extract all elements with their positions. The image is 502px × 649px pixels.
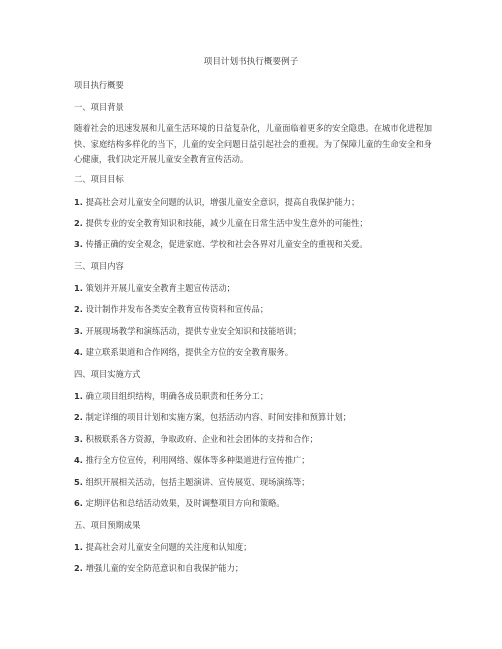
overview-heading: 项目执行概要 bbox=[74, 80, 124, 90]
list-number: 3. bbox=[74, 326, 83, 336]
list-number: 6. bbox=[74, 498, 83, 508]
content-item bbox=[74, 346, 293, 358]
list-text: 提供专业的安全教育知识和技能，减少儿童在日常生活中发生意外的可能性； bbox=[85, 218, 368, 228]
list-number: 2. bbox=[74, 304, 83, 314]
list-number: 5. bbox=[74, 477, 83, 487]
content-item bbox=[74, 282, 235, 294]
list-number: 2. bbox=[74, 563, 83, 573]
section-heading-content: 三、项目内容 bbox=[74, 261, 124, 271]
list-number: 1. bbox=[74, 391, 83, 401]
list-text: 定期评估和总结活动效果，及时调整项目方向和策略。 bbox=[85, 498, 285, 508]
goal-item bbox=[74, 217, 368, 229]
content-item bbox=[74, 303, 268, 315]
content-item bbox=[74, 325, 301, 337]
goal-item bbox=[74, 238, 368, 250]
list-text: 确立项目组织结构，明确各成员职责和任务分工； bbox=[85, 391, 269, 401]
section-heading-results: 五、项目预期成果 bbox=[74, 520, 141, 530]
list-text: 积极联系各方资源，争取政府、企业和社会团体的支持和合作； bbox=[85, 434, 318, 444]
implementation-item bbox=[74, 433, 318, 445]
list-text: 提高社会对儿童安全问题的认识，增强儿童安全意识，提高自我保护能力； bbox=[85, 197, 360, 207]
section-heading-goals: 二、项目目标 bbox=[74, 174, 124, 184]
background-paragraph: 随着社会的迅速发展和儿童生活环境的日益复杂化，儿童面临着更多的安全隐患。在城市化进程加快、家庭结构多样化的当下，儿童的安全问题日益引起社会的重视。为了保障儿童的生命安全和身心健康，我们决定开展儿童安全教育宣传活动。 bbox=[74, 123, 432, 165]
section-heading-background: 一、项目背景 bbox=[74, 102, 124, 112]
list-text: 设计制作并发布各类安全教育宣传资料和宣传品； bbox=[85, 304, 269, 314]
list-text: 组织开展相关活动，包括主题演讲、宣传展览、现场演练等； bbox=[85, 477, 310, 487]
implementation-item bbox=[74, 497, 285, 509]
list-number: 1. bbox=[74, 542, 83, 552]
list-number: 1. bbox=[74, 197, 83, 207]
result-item bbox=[74, 562, 243, 574]
list-text: 建立联系渠道和合作网络，提供全方位的安全教育服务。 bbox=[85, 347, 294, 357]
list-text: 增强儿童的安全防范意识和自我保护能力； bbox=[85, 563, 244, 573]
list-text: 制定详细的项目计划和实施方案，包括活动内容、时间安排和预算计划； bbox=[85, 412, 352, 422]
list-number: 2. bbox=[74, 412, 83, 422]
list-number: 3. bbox=[74, 239, 83, 249]
implementation-item bbox=[74, 411, 351, 423]
list-text: 提高社会对儿童安全问题的关注度和认知度； bbox=[85, 542, 252, 552]
list-text: 传播正确的安全观念，促进家庭、学校和社会各界对儿童安全的重视和关爱。 bbox=[85, 239, 368, 249]
document-title: 项目计划书执行概要例子 bbox=[203, 57, 299, 67]
list-number: 1. bbox=[74, 283, 83, 293]
list-text: 策划并开展儿童安全教育主题宣传活动； bbox=[85, 283, 235, 293]
list-number: 4. bbox=[74, 455, 83, 465]
goal-item bbox=[74, 196, 359, 208]
implementation-item bbox=[74, 390, 268, 402]
list-text: 推行全方位宣传，利用网络、媒体等多种渠道进行宣传推广； bbox=[85, 455, 310, 465]
section-heading-implementation: 四、项目实施方式 bbox=[74, 369, 141, 379]
result-item bbox=[74, 541, 252, 553]
implementation-item bbox=[74, 476, 310, 488]
list-number: 3. bbox=[74, 434, 83, 444]
list-number: 2. bbox=[74, 218, 83, 228]
implementation-item bbox=[74, 454, 310, 466]
list-text: 开展现场教学和演练活动，提供专业安全知识和技能培训； bbox=[85, 326, 302, 336]
list-number: 4. bbox=[74, 347, 83, 357]
